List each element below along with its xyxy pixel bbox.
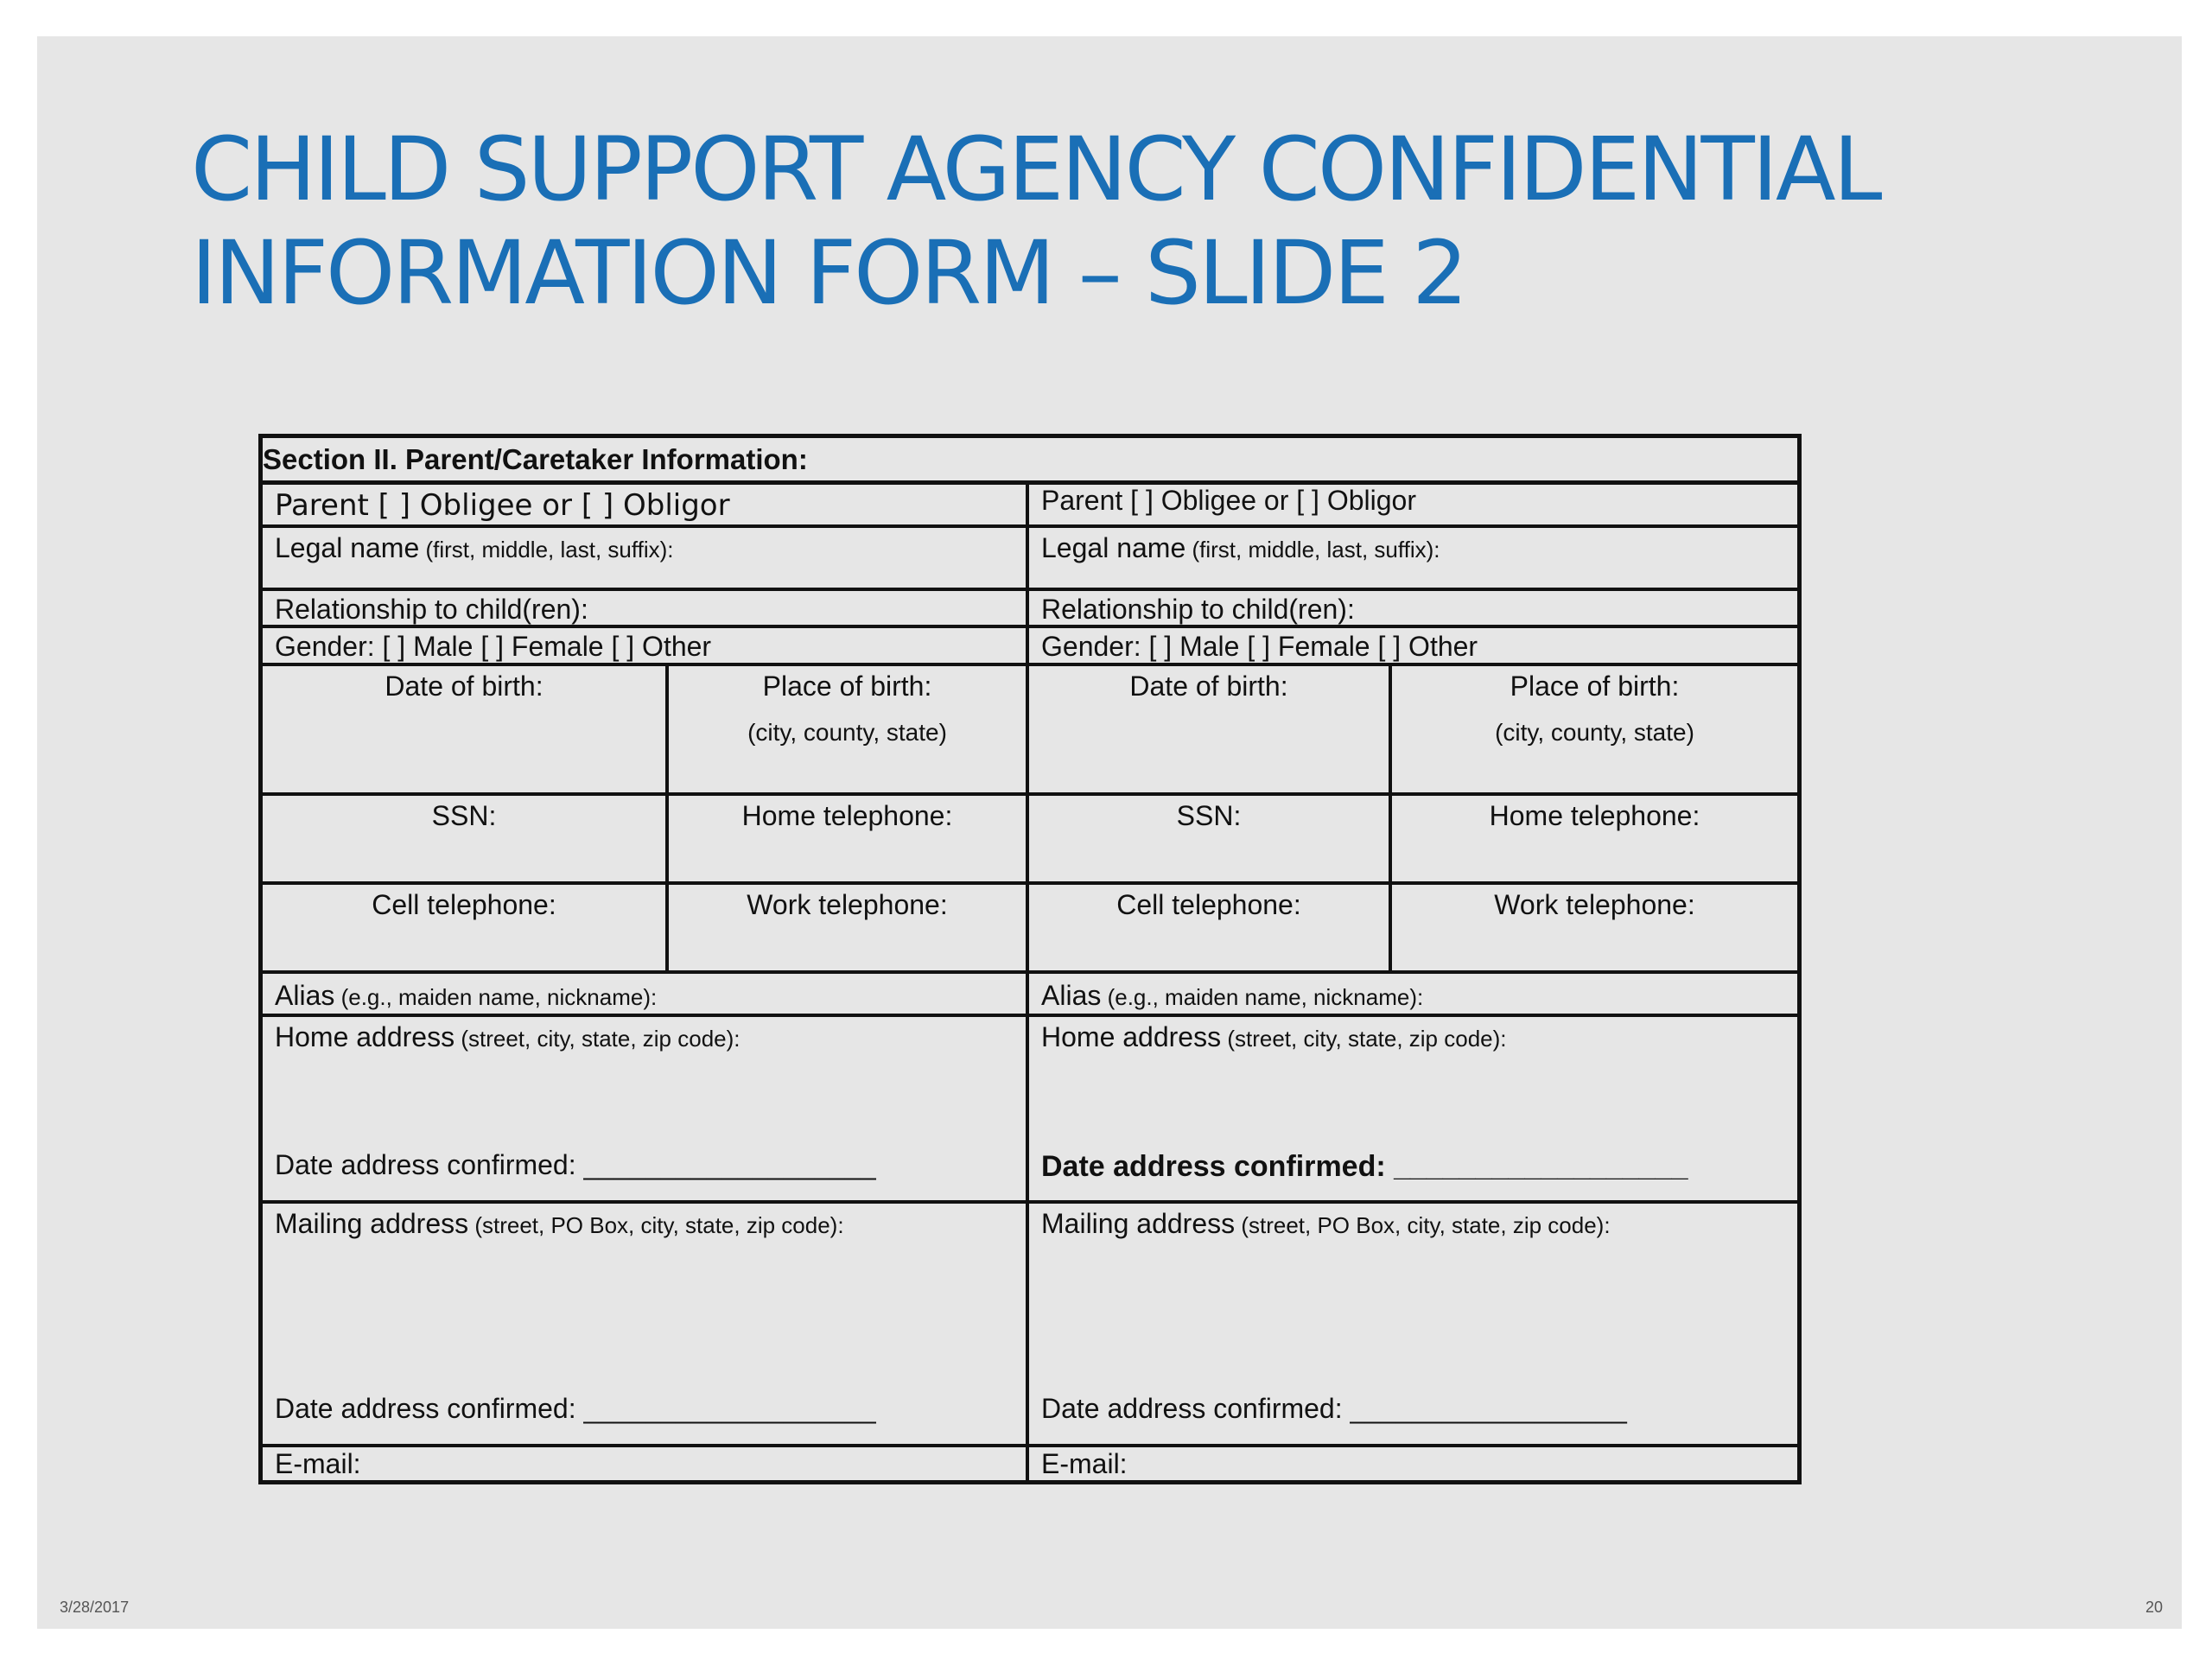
right-email-field[interactable]: E-mail: [1041,1448,1128,1479]
right-pob-field[interactable] [1392,666,1797,792]
right-pob-hint: (city, county, state) [1495,719,1694,746]
right-mailing-address-label: Mailing address [1041,1208,1236,1239]
slide-title [191,118,2092,326]
left-home-address-field[interactable] [263,1017,1026,1200]
left-gender-field[interactable]: Gender: [ ] Male [ ] Female [ ] Other [275,631,712,662]
right-cell-telephone-field[interactable]: Cell telephone: [1116,889,1301,920]
left-mailing-address-field[interactable] [263,1204,1026,1444]
right-home-address-label: Home address [1041,1021,1222,1052]
left-legal-name-label: Legal name [275,532,420,563]
slide [37,36,2182,1629]
left-dob-field[interactable]: Date of birth: [385,671,543,702]
right-legal-name-label: Legal name [1041,532,1186,563]
right-mailing-address-hint: (street, PO Box, city, state, zip code): [1235,1212,1611,1238]
section-header: Section II. Parent/Caretaker Information: [263,443,808,475]
parent-caretaker-form [258,434,1802,1484]
left-home-address-label: Home address [275,1021,455,1052]
right-home-date-confirmed: Date address confirmed: __________________ [1041,1150,1688,1183]
right-home-address-hint: (street, city, state, zip code): [1221,1026,1507,1052]
left-ssn-field[interactable]: SSN: [431,800,497,831]
right-alias-field[interactable] [1029,974,1797,1014]
left-home-telephone-field[interactable]: Home telephone: [741,800,953,831]
right-parent-role[interactable]: Parent [ ] Obligee or [ ] Obligor [1041,485,1416,516]
left-parent-role[interactable]: Parent [ ] Obligee or [ ] Obligor [275,488,730,523]
right-mailing-address-field[interactable] [1029,1204,1797,1444]
left-email-field[interactable]: E-mail: [275,1448,361,1479]
right-home-address-field[interactable] [1029,1017,1797,1200]
left-alias-hint: (e.g., maiden name, nickname): [334,984,658,1010]
left-pob-label: Place of birth: [762,671,932,702]
right-work-telephone-field[interactable]: Work telephone: [1494,889,1695,920]
right-pob-label: Place of birth: [1510,671,1680,702]
right-gender-field[interactable]: Gender: [ ] Male [ ] Female [ ] Other [1041,631,1478,662]
title-line-1: CHILD SUPPORT AGENCY CONFIDENTIAL [191,118,1880,221]
left-pob-field[interactable] [669,666,1026,792]
left-home-date-confirmed: Date address confirmed: ___________________ [275,1149,876,1180]
title-line-2: INFORMATION FORM – SLIDE 2 [191,222,1466,325]
left-legal-name-field[interactable] [263,528,1026,588]
right-legal-name-hint: (first, middle, last, suffix): [1185,537,1440,563]
slide-number: 20 [2145,1599,2163,1616]
right-dob-field[interactable]: Date of birth: [1129,671,1288,702]
left-alias-label: Alias [275,980,335,1011]
right-legal-name-field[interactable] [1029,528,1797,588]
left-mailing-date-confirmed: Date address confirmed: ___________________ [275,1393,876,1424]
right-mailing-date-confirmed: Date address confirmed: __________________ [1041,1393,1627,1424]
left-pob-hint: (city, county, state) [747,719,947,746]
left-relationship-field[interactable]: Relationship to child(ren): [275,594,588,625]
left-alias-field[interactable] [263,974,1026,1014]
right-ssn-field[interactable]: SSN: [1176,800,1242,831]
left-cell-telephone-field[interactable]: Cell telephone: [372,889,556,920]
left-mailing-address-hint: (street, PO Box, city, state, zip code): [468,1212,844,1238]
right-alias-label: Alias [1041,980,1102,1011]
right-alias-hint: (e.g., maiden name, nickname): [1101,984,1424,1010]
right-home-telephone-field[interactable]: Home telephone: [1489,800,1700,831]
left-legal-name-hint: (first, middle, last, suffix): [419,537,674,563]
left-home-address-hint: (street, city, state, zip code): [454,1026,741,1052]
right-relationship-field[interactable]: Relationship to child(ren): [1041,594,1355,625]
left-mailing-address-label: Mailing address [275,1208,469,1239]
left-work-telephone-field[interactable]: Work telephone: [747,889,948,920]
slide-date: 3/28/2017 [60,1599,130,1616]
